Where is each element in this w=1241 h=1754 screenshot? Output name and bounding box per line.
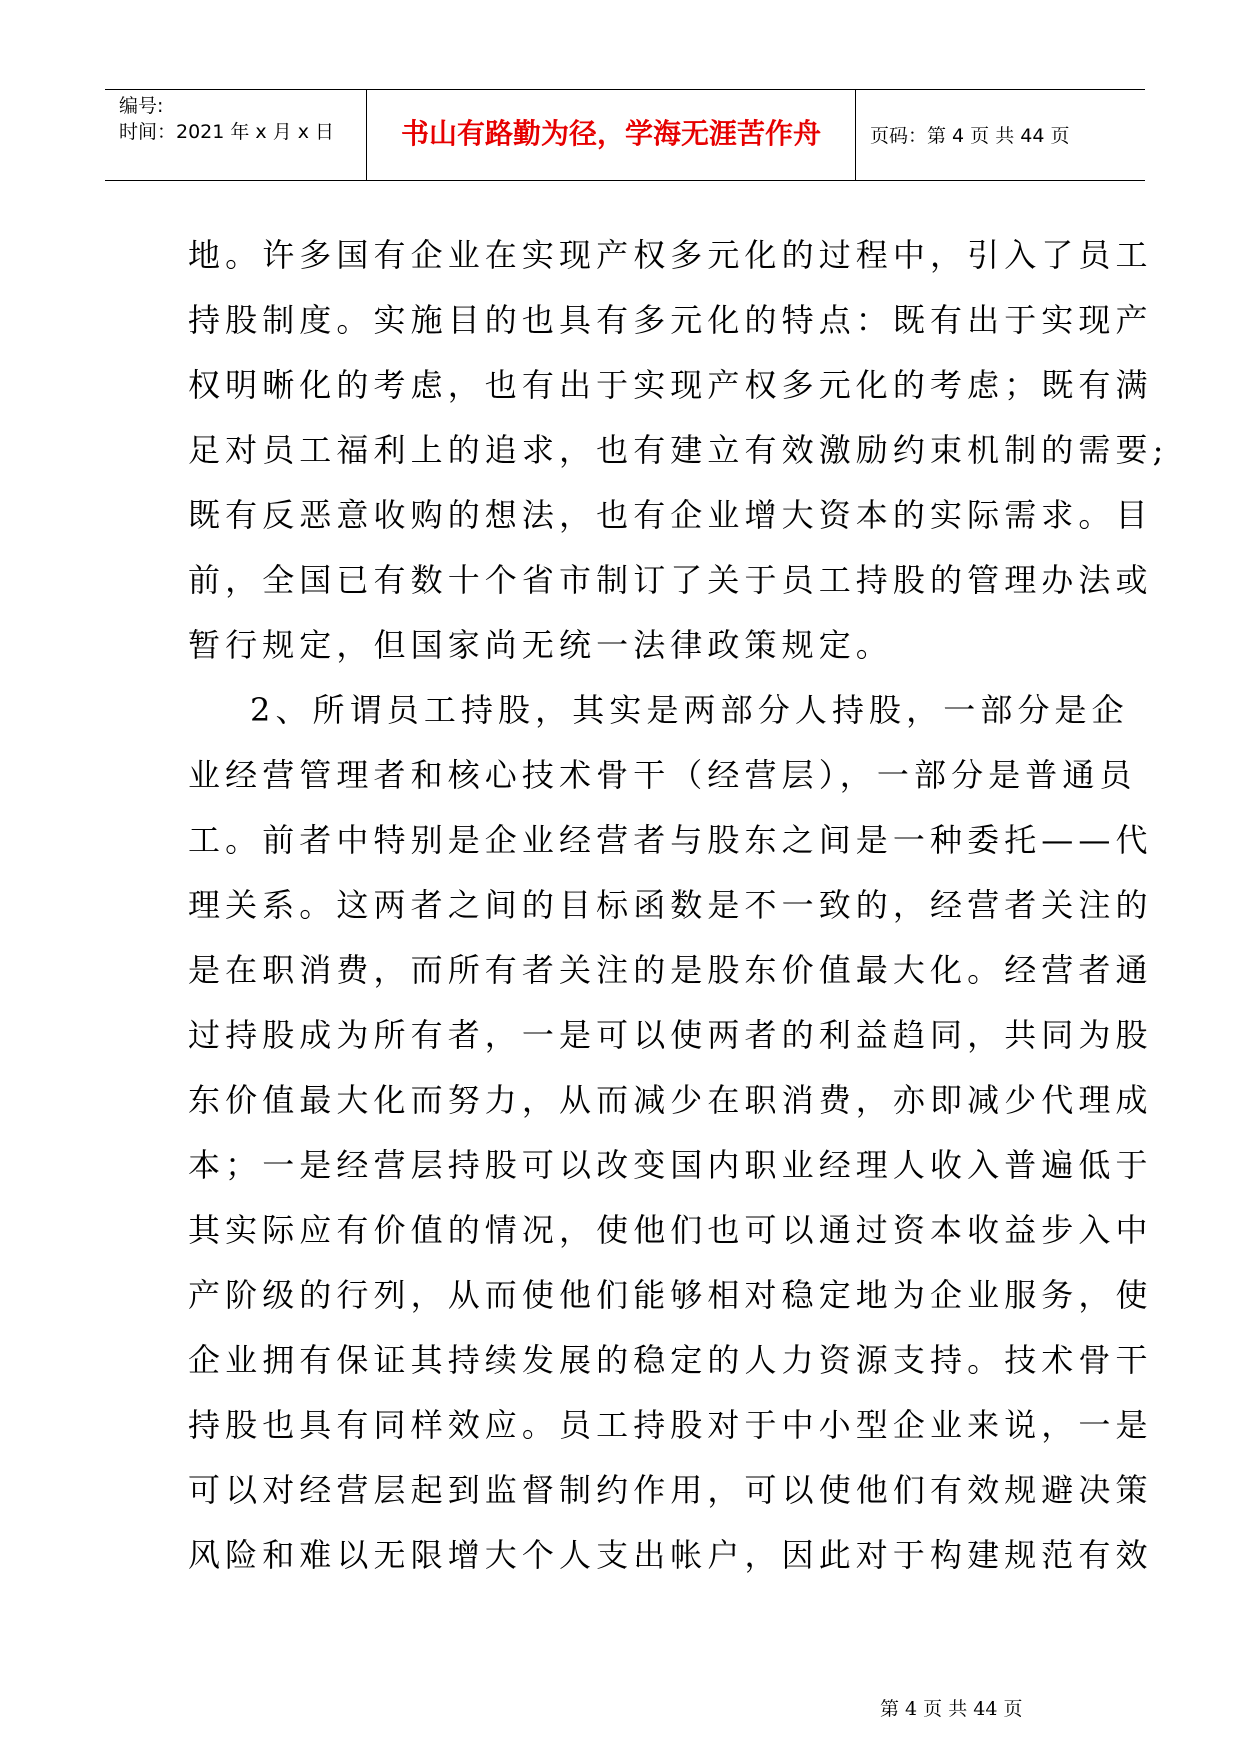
body-line: 足对员工福利上的追求，也有建立有效激励约束机制的需要; xyxy=(188,431,1169,469)
body-line: 企业拥有保证其持续发展的稳定的人力资源支持。技术骨干 xyxy=(188,1341,1153,1379)
body-line: 产阶级的行列，从而使他们能够相对稳定地为企业服务，使 xyxy=(188,1276,1153,1314)
body-line: 过持股成为所有者，一是可以使两者的利益趋同，共同为股 xyxy=(188,1016,1153,1054)
document-body xyxy=(188,223,1169,1588)
body-line: 2、所谓员工持股，其实是两部分人持股，一部分是企 xyxy=(250,691,1129,729)
header-motto: 书山有路勤为径，学海无涯苦作舟 xyxy=(400,117,821,150)
header-page-info: 页码：第 4 页 共 44 页 xyxy=(870,125,1070,147)
body-line: 权明晰化的考虑，也有出于实现产权多元化的考虑；既有满 xyxy=(188,366,1153,404)
body-line: 东价值最大化而努力，从而减少在职消费，亦即减少代理成 xyxy=(188,1081,1153,1119)
body-line: 工。前者中特别是企业经营者与股东之间是一种委托——代 xyxy=(188,821,1153,859)
body-line: 其实际应有价值的情况，使他们也可以通过资本收益步入中 xyxy=(188,1211,1153,1249)
header-meta-cell xyxy=(105,90,367,180)
body-line: 持股也具有同样效应。员工持股对于中小型企业来说，一是 xyxy=(188,1406,1153,1444)
body-line: 暂行规定，但国家尚无统一法律政策规定。 xyxy=(188,626,893,664)
header-page-cell xyxy=(856,90,1145,180)
document-number-label: 编号: xyxy=(119,95,164,117)
body-line: 理关系。这两者之间的目标函数是不一致的，经营者关注的 xyxy=(188,886,1153,924)
body-line: 风险和难以无限增大个人支出帐户，因此对于构建规范有效 xyxy=(188,1536,1153,1574)
body-line: 是在职消费，而所有者关注的是股东价值最大化。经营者通 xyxy=(188,951,1153,989)
body-line: 持股制度。实施目的也具有多元化的特点：既有出于实现产 xyxy=(188,301,1153,339)
body-line: 地。许多国有企业在实现产权多元化的过程中，引入了员工 xyxy=(188,236,1153,274)
body-line: 本；一是经营层持股可以改变国内职业经理人收入普遍低于 xyxy=(188,1146,1153,1184)
page-footer: 第 4 页 共 44 页 xyxy=(880,1698,1023,1720)
document-header xyxy=(105,89,1145,181)
header-motto-cell xyxy=(367,90,856,180)
body-line: 前，全国已有数十个省市制订了关于员工持股的管理办法或 xyxy=(188,561,1153,599)
body-line: 既有反恶意收购的想法，也有企业增大资本的实际需求。目 xyxy=(188,496,1153,534)
body-line: 业经营管理者和核心技术骨干（经营层），一部分是普通员 xyxy=(188,756,1137,794)
body-line: 可以对经营层起到监督制约作用，可以使他们有效规避决策 xyxy=(188,1471,1153,1509)
document-time-label: 时间：2021 年 x 月 x 日 xyxy=(119,121,335,143)
